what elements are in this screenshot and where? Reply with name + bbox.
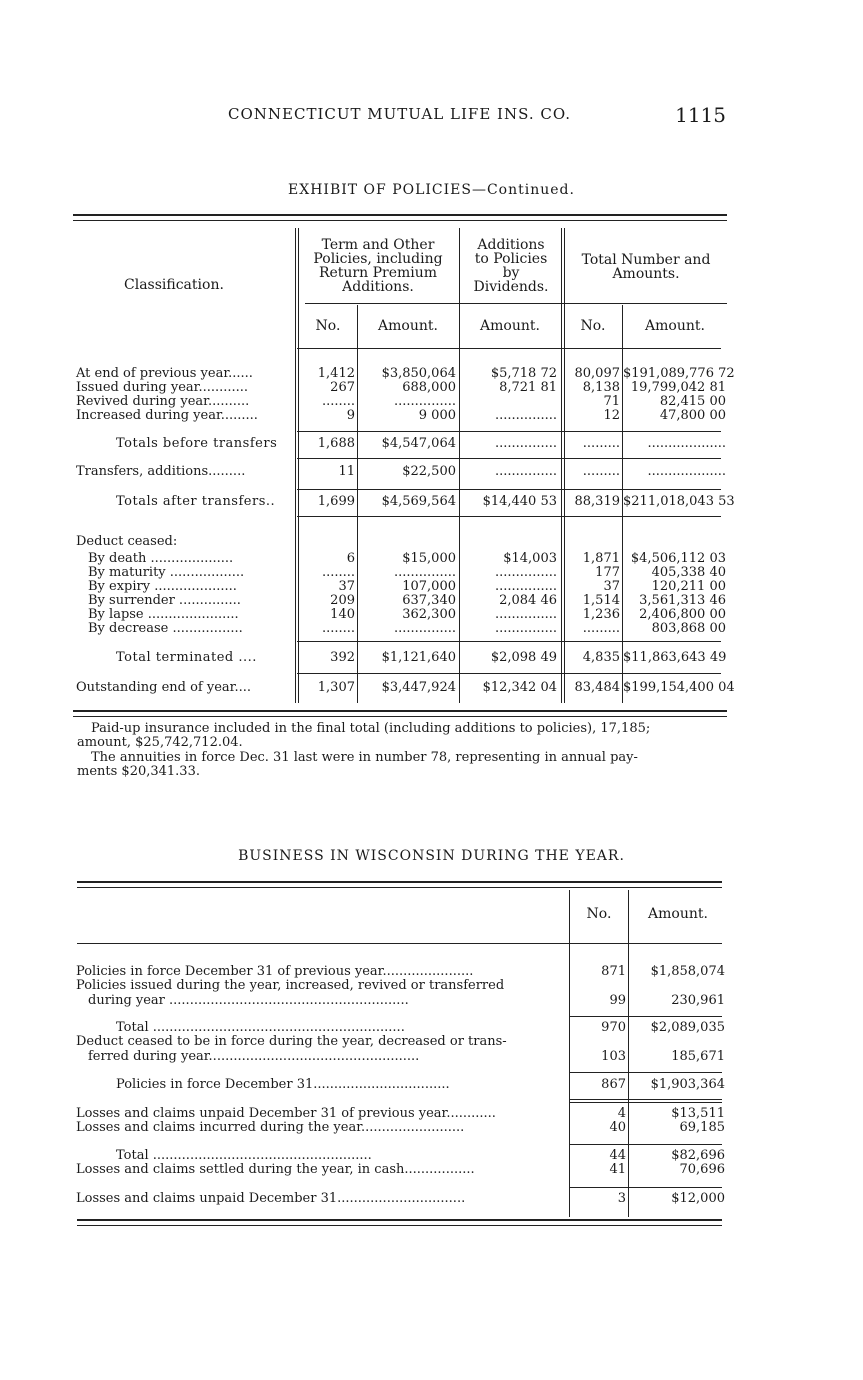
wi-cell-no: 3 — [617, 1191, 626, 1206]
col-term-line: Return Premium — [318, 265, 438, 281]
header-title: CONNECTICUT MUTUAL LIFE INS. CO. — [228, 105, 572, 123]
row-label: By decrease ................. — [88, 621, 243, 636]
col-term-header — [300, 238, 456, 294]
cell-no: 1,412 — [317, 366, 355, 381]
cell-add: ............... — [495, 607, 557, 622]
cell-tno: ......... — [582, 436, 620, 451]
cell-tamt: $4,506,112 03 — [630, 551, 726, 566]
wi-sub-rule-1 — [570, 1016, 722, 1017]
running-header — [228, 103, 726, 127]
cell-add: $2,098 49 — [490, 650, 557, 665]
wi-cell-no: 103 — [601, 1049, 626, 1064]
wi-cell-amount: $82,696 — [671, 1148, 725, 1163]
exhibit-top-rule — [73, 214, 727, 216]
cell-add: 8,721 81 — [499, 380, 557, 395]
cell-no: 1,688 — [317, 436, 355, 451]
cell-add: ............... — [495, 565, 557, 580]
note-line: Paid-up insurance included in the final total (including additions to policies), 17,185; — [91, 721, 651, 736]
wi-col-no: No. — [586, 906, 612, 922]
cell-amt: $3,447,924 — [381, 680, 456, 695]
cell-tamt: ................... — [647, 464, 726, 479]
row-label: Outstanding end of year.... — [76, 680, 251, 695]
cell-no: 267 — [330, 380, 355, 395]
note-line: amount, $25,742,712.04. — [77, 735, 243, 750]
cell-tno: 12 — [603, 408, 620, 423]
wi-head-rule — [77, 943, 722, 944]
cell-no: ........ — [321, 621, 355, 636]
cell-no: 140 — [330, 607, 355, 622]
note-paid-up — [77, 722, 725, 750]
cell-tamt: 803,868 00 — [651, 621, 726, 636]
wi-row-label: Policies issued during the year, increased, revived or transferred — [76, 979, 505, 992]
col-add-line: Dividends. — [473, 279, 549, 295]
wi-cell-amount: $12,000 — [671, 1191, 725, 1206]
cell-amt: ............... — [394, 621, 456, 636]
cell-add: $14,440 53 — [482, 494, 557, 509]
exhibit-top-rule-2 — [73, 220, 727, 221]
cell-tamt: 120,211 00 — [651, 579, 726, 594]
row-label: By surrender ............... — [88, 593, 241, 608]
wi-vline-2 — [628, 890, 629, 1217]
cell-tno: 88,319 — [574, 494, 620, 509]
wi-cell-amount: $13,511 — [671, 1106, 725, 1121]
wi-cell-amount: $1,903,364 — [650, 1077, 725, 1092]
wi-bottom-rule — [77, 1219, 722, 1221]
wi-row-label: Losses and claims settled during the year, in cash................. — [76, 1163, 475, 1176]
wi-top-rule-2 — [77, 887, 722, 888]
cell-amt: $1,121,640 — [381, 650, 456, 665]
exhibit-subhead-rule — [305, 303, 727, 304]
cell-tno: 8,138 — [582, 380, 620, 395]
cell-amt: $22,500 — [402, 464, 456, 479]
cell-no: ........ — [321, 394, 355, 409]
wi-row-label: Losses and claims unpaid December 31 of previous year............ — [76, 1107, 496, 1120]
cell-tamt: 19,799,042 81 — [630, 380, 726, 395]
wi-row-label: Losses and claims unpaid December 31............................... — [76, 1192, 466, 1205]
wi-sub-rule-2 — [570, 1072, 722, 1073]
wi-sub-rule-5 — [570, 1187, 722, 1188]
col-add-line: Additions — [477, 237, 545, 253]
row-label: Totals before transfers — [116, 436, 278, 451]
col-term-line: Policies, including — [313, 251, 443, 267]
cell-amt: 107,000 — [402, 579, 456, 594]
cell-no: 1,699 — [317, 494, 355, 509]
cell-no: 6 — [346, 551, 355, 566]
cell-no: ........ — [321, 565, 355, 580]
subtotal-rule-2 — [297, 458, 721, 459]
cell-tno: 71 — [603, 394, 620, 409]
cell-amt: $4,547,064 — [381, 436, 456, 451]
cell-tno: 83,484 — [574, 680, 620, 695]
wi-vline-1 — [569, 890, 570, 1217]
cell-tamt: $11,863,643 49 — [623, 650, 727, 665]
cell-amt: 362,300 — [402, 607, 456, 622]
cell-tno: 4,835 — [582, 650, 620, 665]
row-label: At end of previous year...... — [76, 366, 253, 381]
cell-amt: ............... — [394, 565, 456, 580]
cell-tno: ......... — [582, 621, 620, 636]
cell-amt: $15,000 — [402, 551, 456, 566]
vline-1b — [298, 228, 299, 703]
wi-cell-amount: $2,089,035 — [650, 1020, 725, 1035]
row-label: Transfers, additions......... — [76, 464, 246, 479]
row-label: By death .................... — [88, 551, 234, 566]
wi-cell-amount: 69,185 — [679, 1120, 725, 1135]
col-term-line: Term and Other — [321, 237, 435, 253]
wi-cell-amount: $1,858,074 — [650, 964, 725, 979]
cell-add: ............... — [495, 621, 557, 636]
col-additions-header — [462, 238, 560, 294]
wi-row-label: during year .......................................................... — [88, 994, 409, 1007]
exhibit-title: EXHIBIT OF POLICIES—Continued. — [288, 182, 575, 198]
wi-cell-no: 871 — [601, 964, 626, 979]
col-total-line: Amounts. — [612, 266, 680, 282]
note-annuities — [77, 751, 725, 779]
cell-amt: 9 000 — [418, 408, 456, 423]
cell-amt: ............... — [394, 394, 456, 409]
wi-sub-rule-4 — [570, 1144, 722, 1145]
cell-add: ............... — [495, 408, 557, 423]
subtotal-rule-3 — [297, 489, 721, 490]
cell-amt: 688,000 — [402, 380, 456, 395]
subtotal-rule-4 — [297, 516, 721, 517]
vline-4 — [561, 228, 562, 703]
wi-row-label: Policies in force December 31 of previous year...................... — [76, 965, 474, 978]
col-total-line: Total Number and — [581, 252, 711, 268]
subhead-amount: Amount. — [378, 318, 438, 334]
wisconsin-title: BUSINESS IN WISCONSIN DURING THE YEAR. — [238, 848, 625, 864]
col-classification: Classification. — [124, 277, 224, 293]
wi-row-label: Losses and claims incurred during the year......................... — [76, 1121, 465, 1134]
subhead-no: No. — [315, 318, 341, 334]
wi-cell-no: 40 — [609, 1120, 626, 1135]
col-total-header — [566, 253, 726, 281]
row-label: By expiry .................... — [88, 579, 237, 594]
wi-cell-no: 4 — [617, 1106, 626, 1121]
col-add-line: to Policies — [474, 251, 548, 267]
cell-tno: 80,097 — [574, 366, 620, 381]
exhibit-bottom-rule — [73, 710, 727, 712]
cell-no: 37 — [338, 579, 355, 594]
cell-amt: $4,569,564 — [381, 494, 456, 509]
col-add-line: by — [502, 265, 520, 281]
note-line: The annuities in force Dec. 31 last were in number 78, representing in annual pay- — [91, 750, 638, 765]
wi-cell-no: 970 — [601, 1020, 626, 1035]
row-label: Totals after transfers.. — [116, 494, 276, 509]
cell-no: 209 — [330, 593, 355, 608]
cell-add: $5,718 72 — [490, 366, 557, 381]
wi-sub-rule-3 — [570, 1099, 722, 1100]
cell-tamt: ................... — [647, 436, 726, 451]
subhead-total-no: No. — [580, 318, 606, 334]
cell-tamt: 47,800 00 — [659, 408, 726, 423]
wi-cell-amount: 230,961 — [671, 993, 725, 1008]
cell-no: 9 — [346, 408, 355, 423]
row-label: Revived during year.......... — [76, 394, 250, 409]
note-line: ments $20,341.33. — [77, 764, 200, 779]
subtotal-rule-1 — [297, 431, 721, 432]
wi-sub-rule-3b — [570, 1102, 722, 1103]
cell-add: ............... — [495, 464, 557, 479]
wi-row-label: Total ..................................................... — [116, 1149, 372, 1162]
cell-tamt: 2,406,800 00 — [639, 607, 726, 622]
row-label: Total terminated .... — [116, 650, 257, 665]
wi-bottom-rule-2 — [77, 1225, 722, 1226]
cell-tamt: $191,089,776 72 — [623, 366, 735, 381]
cell-tno: 1,236 — [582, 607, 620, 622]
wi-row-label: ferred during year................................................... — [88, 1050, 420, 1063]
row-label: By lapse ...................... — [88, 607, 239, 622]
wi-cell-no: 41 — [609, 1162, 626, 1177]
cell-tamt: 405,338 40 — [651, 565, 726, 580]
row-label: Deduct ceased: — [76, 534, 178, 549]
wi-row-label: Total ............................................................. — [116, 1021, 405, 1034]
page-number: 1115 — [675, 103, 726, 127]
cell-tamt: $199,154,400 04 — [623, 680, 735, 695]
subhead-total-amount: Amount. — [645, 318, 705, 334]
cell-amt: $3,850,064 — [381, 366, 456, 381]
cell-add: ............... — [495, 579, 557, 594]
cell-no: 392 — [330, 650, 355, 665]
cell-add: $12,342 04 — [482, 680, 557, 695]
row-label: Issued during year............ — [76, 380, 249, 395]
cell-no: 1,307 — [317, 680, 355, 695]
cell-tno: 177 — [595, 565, 620, 580]
wi-cell-no: 99 — [609, 993, 626, 1008]
wi-cell-no: 867 — [601, 1077, 626, 1092]
row-label: By maturity .................. — [88, 565, 245, 580]
wi-row-label: Policies in force December 31................................. — [116, 1078, 450, 1091]
cell-amt: 637,340 — [402, 593, 456, 608]
cell-tamt: 3,561,313 46 — [639, 593, 726, 608]
cell-no: 11 — [338, 464, 355, 479]
cell-tno: 1,514 — [582, 593, 620, 608]
col-term-line: Additions. — [342, 279, 414, 295]
cell-tno: 1,871 — [582, 551, 620, 566]
wi-row-label: Deduct ceased to be in force during the year, decreased or trans- — [76, 1035, 507, 1048]
exhibit-bottom-rule-2 — [73, 716, 727, 717]
wi-top-rule — [77, 881, 722, 883]
wi-cell-amount: 185,671 — [671, 1049, 725, 1064]
wi-cell-amount: 70,696 — [679, 1162, 725, 1177]
wi-col-amount: Amount. — [648, 906, 708, 922]
row-label: Increased during year......... — [76, 408, 258, 423]
cell-add: 2,084 46 — [499, 593, 557, 608]
cell-add: $14,003 — [503, 551, 557, 566]
subhead-add-amount: Amount. — [480, 318, 540, 334]
exhibit-head-bottom-rule — [297, 348, 721, 349]
subtotal-rule-5 — [297, 641, 721, 642]
cell-tno: ......... — [582, 464, 620, 479]
cell-tamt: $211,018,043 53 — [623, 494, 735, 509]
cell-tno: 37 — [603, 579, 620, 594]
wi-cell-no: 44 — [609, 1148, 626, 1163]
vline-1 — [295, 228, 296, 703]
subtotal-rule-6 — [297, 673, 721, 674]
cell-add: ............... — [495, 436, 557, 451]
cell-tamt: 82,415 00 — [659, 394, 726, 409]
